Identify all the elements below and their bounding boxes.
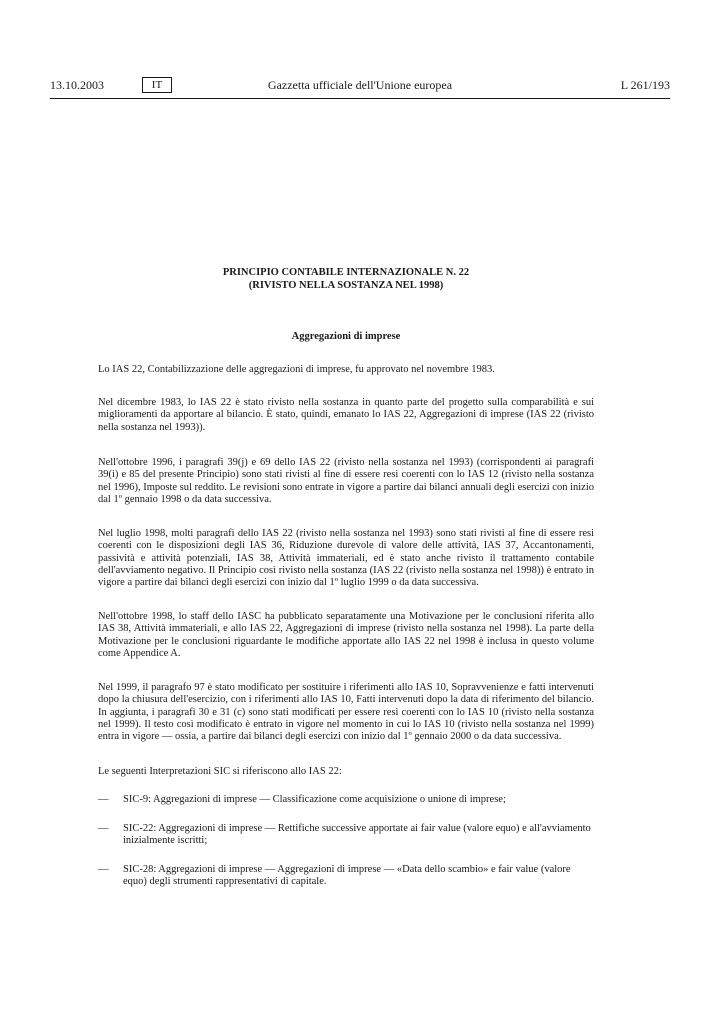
page-header xyxy=(50,76,670,94)
list-item xyxy=(98,823,594,848)
journal-title: Gazzetta ufficiale dell'Unione europea xyxy=(267,78,453,92)
paragraph: Nel luglio 1998, molti paragrafi dello IAS 22 (rivisto nella sostanza nel 1993) sono stati rivisti al fine di essere resi coerenti con le disposizioni degli IAS 36, Riduzione durevole di valore delle attività, IAS 37, Accantonamenti, passività e attività potenziali, IAS 38, Attività immateriali, ed è stato anche rivisto il trattamento contabile dell'avviamento negativo. Il Principio così rivisto nella sostanza (IAS 22 (rivisto nella sostanza nel 1998)) è entrato in vigore a partire dai bilanci degli esercizi con inizio dal 1º luglio 1999 o da data successiva. xyxy=(98,528,594,589)
list-marker: — xyxy=(98,864,109,875)
paragraph: Nel dicembre 1983, lo IAS 22 è stato rivisto nella sostanza in quanto parte del progetto sulla comparabilità e sui miglioramenti da apportare al bilancio. È stato, quindi, emanato lo IAS 22, Aggregazioni di imprese (IAS 22 (rivisto nella sostanza nel 1993)). xyxy=(98,397,594,433)
paragraph: Nel 1999, il paragrafo 97 è stato modificato per sostituire i riferimenti allo IAS 10, Sopravvenienze e fatti intervenuti dopo la chiusura dell'esercizio, con i riferimenti allo IAS 10, Fatti intervenuti dopo la data di riferimento del bilancio. In aggiunta, i paragrafi 30 e 31 (c) sono stati modificati per essere resi coerenti con lo IAS 10 (rivisto nella sostanza nel 1999). Il testo così modificato è entrato in vigore nel momento in cui lo IAS 10 (rivisto nella sostanza nel 1999) entra in vigore — ossia, a partire dai bilanci degli esercizi con inizio dal 1º gennaio 2000 o da data successiva. xyxy=(98,682,594,743)
paragraph: Nell'ottobre 1996, i paragrafi 39(j) e 69 dello IAS 22 (rivisto nella sostanza nel 1993) (corrispondenti ai paragrafi 39(i) e 85 del presente Principio) sono stati rivisti al fine di essere resi coerenti con lo IAS 12 (rivisto nella sostanza nel 1996), Imposte sul reddito. Le revisioni sono entrate in vigore a partire dai bilanci annuali degli esercizi con inizio dal 1º gennaio 1998 o da data successiva. xyxy=(98,457,594,505)
paragraph: Lo IAS 22, Contabilizzazione delle aggregazioni di imprese, fu approvato nel novembre 1983. xyxy=(98,364,495,375)
paragraph: Le seguenti Interpretazioni SIC si riferiscono allo IAS 22: xyxy=(98,766,342,777)
title-line-2: (RIVISTO NELLA SOSTANZA NEL 1998) xyxy=(248,280,444,291)
language-badge: IT xyxy=(142,77,172,93)
list-item-text: SIC-22: Aggregazioni di imprese — Rettifiche successive apportate ai fair value (valore equo) e all'avviamento inizialmente iscritti; xyxy=(123,823,591,847)
list-item-text: SIC-28: Aggregazioni di imprese — Aggregazioni di imprese — «Data dello scambio» e fair value (valore equo) degli strumenti rappresentativi di capitale. xyxy=(123,864,571,888)
title-line-1: PRINCIPIO CONTABILE INTERNAZIONALE N. 22 xyxy=(222,267,470,278)
page-reference: L 261/193 xyxy=(620,78,670,92)
paragraph: Nell'ottobre 1998, lo staff dello IASC ha pubblicato separatamente una Motivazione per le conclusioni riferita allo IAS 38, Attività immateriali, e allo IAS 22, Aggregazioni di imprese (rivisto nella sostanza nel 1998). La parte della Motivazione per le conclusioni riguardante le modifiche apportate allo IAS 22 nel 1998 è inclusa in questo volume come Appendice A. xyxy=(98,611,594,659)
list-marker: — xyxy=(98,823,109,834)
header-divider xyxy=(50,98,670,99)
list-item-text: SIC-9: Aggregazioni di imprese — Classificazione come acquisizione o unione di imprese; xyxy=(123,794,506,805)
header-date: 13.10.2003 xyxy=(50,78,104,92)
list-item xyxy=(98,794,594,806)
document-title xyxy=(98,266,594,292)
document-subtitle: Aggregazioni di imprese xyxy=(291,331,401,342)
list-marker: — xyxy=(98,794,109,805)
list-item xyxy=(98,864,594,889)
